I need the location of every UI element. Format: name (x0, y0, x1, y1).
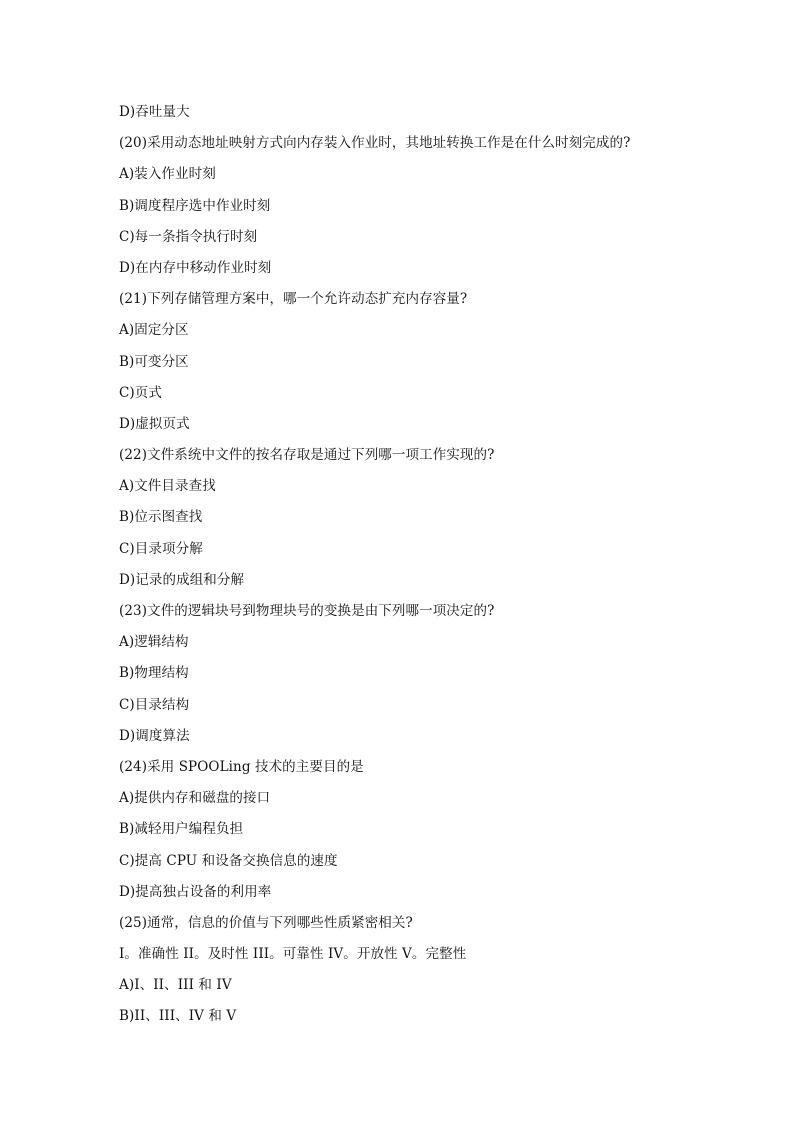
option-line: A)固定分区 (119, 322, 189, 339)
option-line: D)记录的成组和分解 (119, 571, 245, 588)
option-line: D)虚拟页式 (119, 415, 190, 432)
option-line: A)逻辑结构 (119, 634, 189, 651)
option-line: B)调度程序选中作业时刻 (119, 197, 271, 214)
option-line: C)目录项分解 (119, 540, 203, 557)
question-line: (23)文件的逻辑块号到物理块号的变换是由下列哪一项决定的? (119, 603, 495, 619)
question-line: (20)采用动态地址映射方式向内存装入作业时，其地址转换工作是在什么时刻完成的? (119, 135, 631, 152)
question-line: (25)通常，信息的价值与下列哪些性质紧密相关? (119, 914, 413, 931)
criteria-line: I。准确性 II。及时性 III。可靠性 IV。开放性 V。完整性 (119, 946, 467, 963)
option-line: C)目录结构 (119, 696, 190, 713)
option-line: A)I、II、III 和 IV (119, 977, 232, 994)
question-line: (22)文件系统中文件的按名存取是通过下列哪一项工作实现的? (119, 447, 495, 464)
option-line: D)在内存中移动作业时刻 (119, 259, 272, 276)
option-line: C)页式 (119, 384, 162, 401)
option-line: B)II、III、IV 和 V (119, 1008, 237, 1025)
option-line: A)装入作业时刻 (119, 166, 216, 183)
question-line: (24)采用 SPOOLing 技术的主要目的是 (119, 758, 364, 775)
option-line: C)每一条指令执行时刻 (119, 228, 258, 245)
option-line: D)提高独占设备的利用率 (119, 883, 272, 900)
exam-text-body (119, 101, 739, 1037)
question-line: (21)下列存储管理方案中，哪一个允许动态扩充内存容量? (119, 291, 468, 308)
option-line: D)调度算法 (119, 727, 190, 744)
option-line: A)提供内存和磁盘的接口 (119, 790, 271, 807)
option-line: B)减轻用户编程负担 (119, 821, 244, 838)
option-line: B)位示图查找 (119, 509, 203, 526)
option-line: C)提高 CPU 和设备交换信息的速度 (119, 852, 338, 869)
option-line: D)吞吐量大 (119, 104, 190, 120)
option-line: B)可变分区 (119, 353, 189, 370)
option-line: B)物理结构 (119, 665, 189, 682)
option-line: A)文件目录查找 (119, 478, 216, 495)
